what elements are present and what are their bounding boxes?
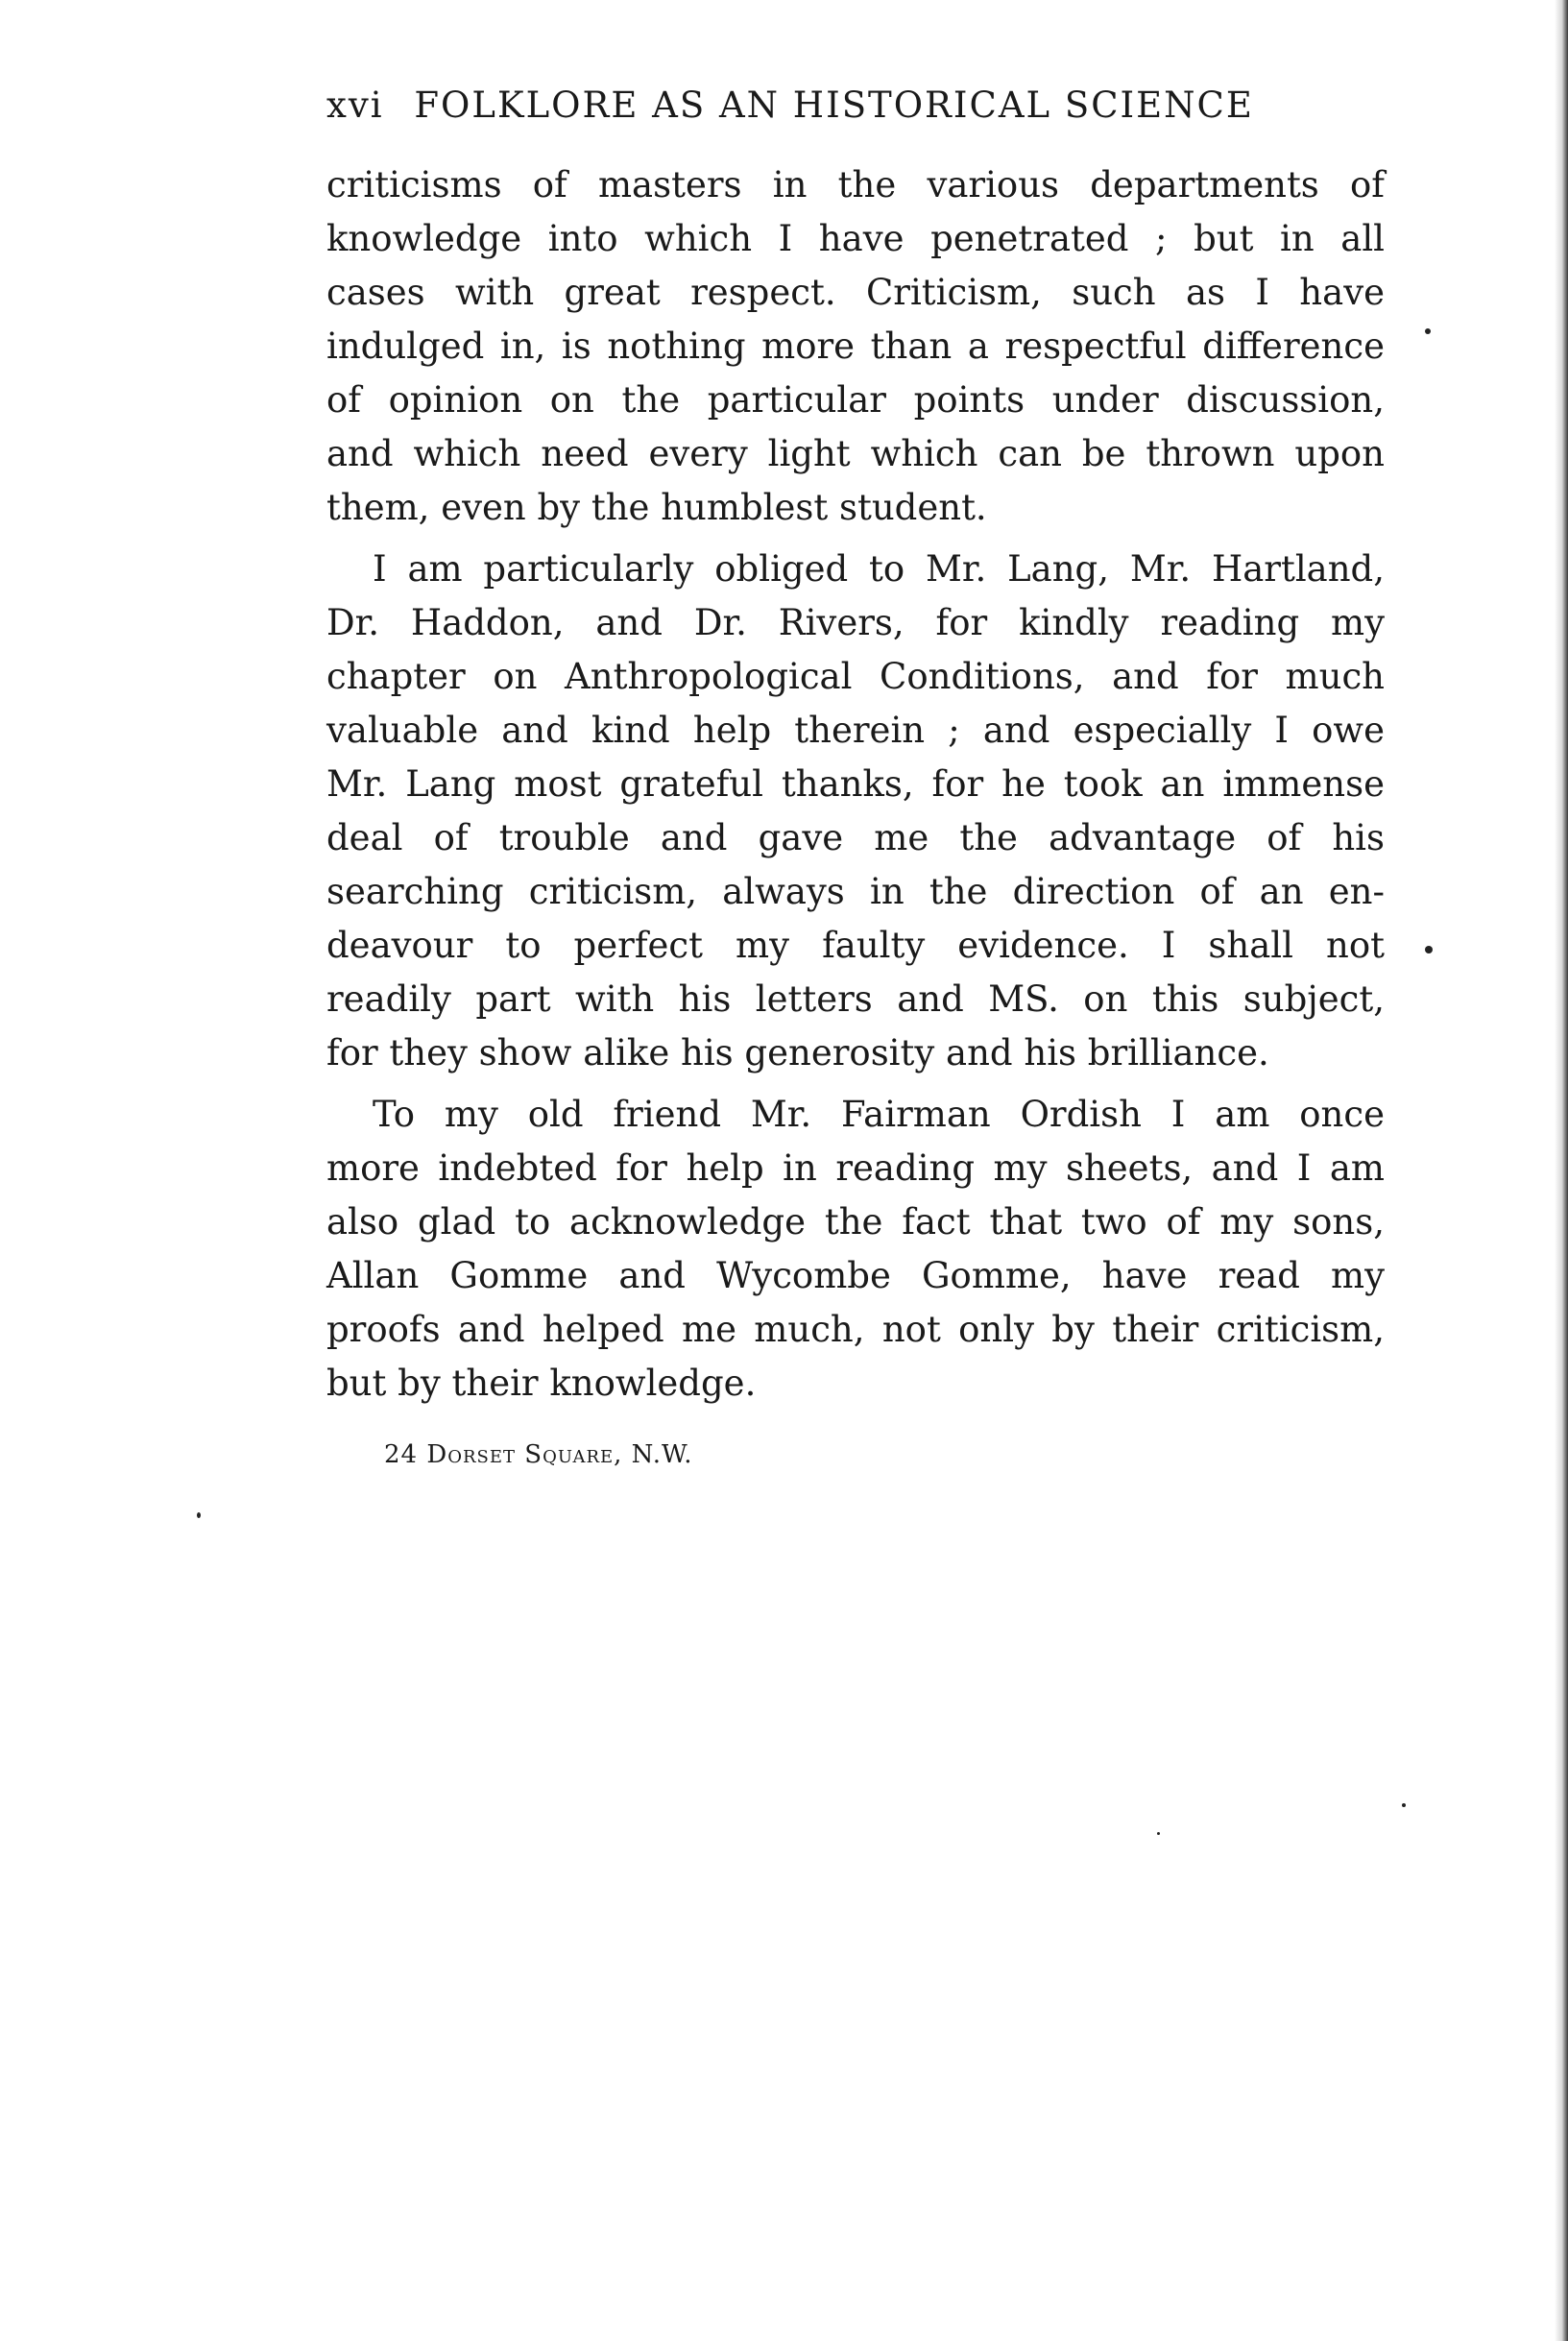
text-line: more indebted for help in reading my sheets, and I am <box>326 1147 1385 1189</box>
running-title: FOLKLORE AS AN HISTORICAL SCIENCE <box>414 84 1254 126</box>
address-district: N.W. <box>631 1440 693 1469</box>
scan-speck <box>1425 328 1431 334</box>
paragraph <box>326 543 1385 1080</box>
text-line: Allan Gomme and Wycombe Gomme, have read my <box>326 1255 1385 1296</box>
text-line: Mr. Lang most grateful thanks, for he took an immense <box>326 763 1385 805</box>
scan-speck <box>1157 1832 1160 1835</box>
text-line: and which need every light which can be thrown upon <box>326 433 1385 474</box>
text-line: Dr. Haddon, and Dr. Rivers, for kindly reading my <box>326 602 1385 643</box>
scan-speck <box>197 1512 201 1518</box>
text-line: chapter on Anthropological Conditions, and for much <box>326 656 1385 697</box>
text-line: deavour to perfect my faulty evidence. I shall not <box>326 925 1385 966</box>
body-text <box>326 158 1385 1411</box>
address-number: 24 <box>384 1440 419 1469</box>
binding-edge <box>1555 0 1568 2341</box>
text-line: but by their knowledge. <box>326 1363 757 1404</box>
text-line: readily part with his letters and MS. on this subject, <box>326 978 1385 1020</box>
paragraph <box>326 1088 1385 1411</box>
text-line: criticisms of masters in the various departments of <box>326 164 1385 205</box>
text-line: searching criticism, always in the direction of an en- <box>326 871 1385 912</box>
signature-address <box>384 1440 692 1469</box>
address-street: Dorset Square, <box>426 1440 623 1469</box>
text-line: cases with great respect. Criticism, such as I have <box>326 272 1385 313</box>
scan-speck <box>1402 1803 1406 1807</box>
text-line: proofs and helped me much, not only by their criticism, <box>326 1309 1385 1350</box>
text-line: also glad to acknowledge the fact that two of my sons, <box>326 1201 1385 1243</box>
running-header <box>326 84 1254 126</box>
text-line: for they show alike his generosity and his brilliance. <box>326 1032 1269 1074</box>
text-line: I am particularly obliged to Mr. Lang, Mr. Hartland, <box>373 548 1385 590</box>
scan-speck <box>1425 946 1433 953</box>
text-line: valuable and kind help therein ; and especially I owe <box>326 710 1385 751</box>
text-line: them, even by the humblest student. <box>326 487 987 528</box>
text-line: To my old friend Mr. Fairman Ordish I am once <box>373 1094 1385 1135</box>
text-line: of opinion on the particular points under discussion, <box>326 379 1385 421</box>
text-line: indulged in, is nothing more than a respectful difference <box>326 326 1385 367</box>
text-line: deal of trouble and gave me the advantage of his <box>326 817 1385 858</box>
page-number: xvi <box>326 84 384 126</box>
text-line: knowledge into which I have penetrated ; but in all <box>326 218 1385 259</box>
paragraph <box>326 158 1385 535</box>
